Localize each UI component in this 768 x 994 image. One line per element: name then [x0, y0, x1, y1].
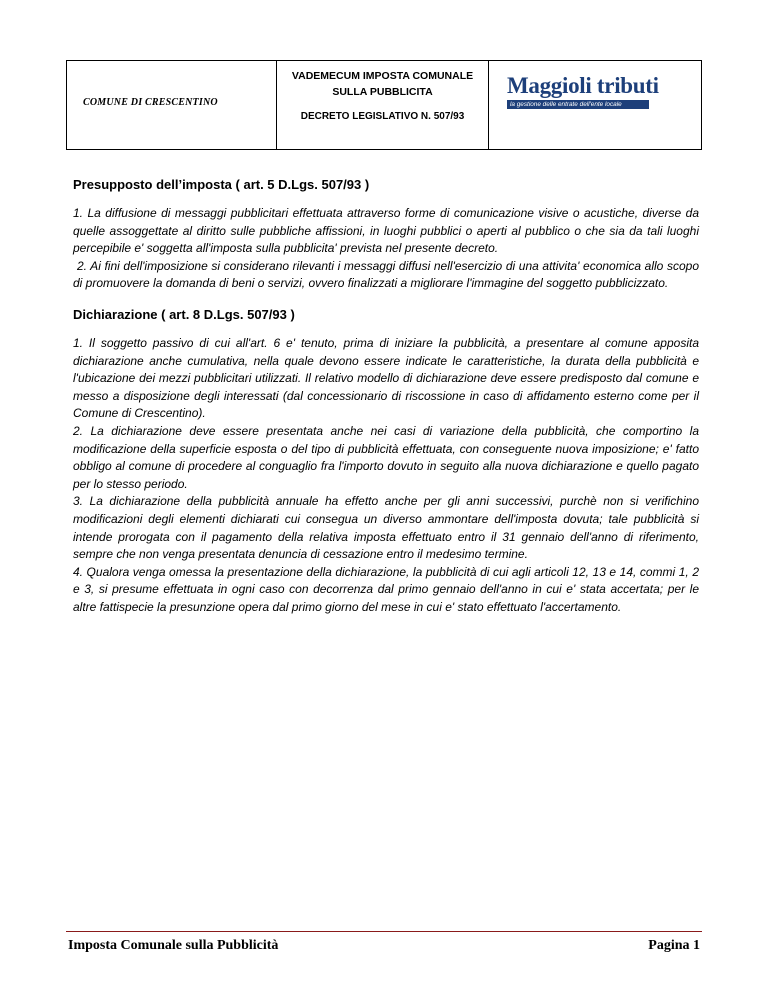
document-body: [73, 174, 699, 616]
decreto-label: DECRETO LEGISLATIVO N. 507/93: [300, 111, 465, 122]
paragraph: 1. La diffusione di messaggi pubblicitari effettuata attraverso forme di comunicazione visive o acustiche, diverse da quelle assoggettate al diritto sulle pubbliche affissioni, in luoghi pubblici o aperti al pubblico o che sia da tali luoghi percepibile e' soggetta all'imposta sulla pubblicita' prevista nel presente decreto.: [73, 206, 699, 256]
header-table: [66, 60, 702, 150]
paragraph: 2. La dichiarazione deve essere presentata anche nei casi di variazione della pubblicità, che comportino la modificazione della superficie esposta o del tipo di pubblicità effettuata, con conseguente nuova imposizione; e' fatto obbligo al comune di procedere al conguaglio fra l'importo dovuto in seguito alla nuova dichiarazione e quello pagato per lo stesso periodo.: [73, 423, 699, 491]
section-title: Dichiarazione ( art. 8 D.Lgs. 507/93 ): [73, 306, 295, 322]
paragraph: 3. La dichiarazione della pubblicità annuale ha effetto anche per gli anni successivi, purchè non si verifichino modificazioni degli elementi dichiarati cui consegua un diverso ammontare dell'imposta dovuta; tale pubblicità si intende prorogata con il pagamento della relativa imposta effettuato entro il 31 gennaio dell'anno di riferimento, sempre che non venga presentata denuncia di cessazione entro il medesimo termine.: [73, 494, 699, 562]
section-title: Presupposto dell’imposta ( art. 5 D.Lgs. 507/93 ): [73, 177, 370, 192]
document-title: VADEMECUM IMPOSTA COMUNALE SULLA PUBBLICITA: [291, 70, 474, 98]
header-cell-logo: [489, 61, 701, 149]
paragraph: 1. Il soggetto passivo di cui all'art. 6 e' tenuto, prima di iniziare la pubblicità, a presentare al comune apposita dichiarazione anche cumulativa, nella quale devono essere indicate le caratteristiche, la durata della pubblicità e l'ubicazione dei mezzi pubblicitari utilizzati. Il relativo modello di dichiarazione deve essere predisposto dal comune e messo a disposizione degli interessati (dal concessionario di riscossione in caso di affidamento esterno come per il Comune di Crescentino).: [73, 335, 699, 421]
header-cell-title: [277, 61, 489, 149]
header-cell-comune: [67, 61, 277, 149]
logo-tagline: la gestione delle entrate dell'ente locale: [507, 100, 649, 109]
paragraph: 2. Ai fini dell'imposizione si considerano rilevanti i messaggi diffusi nell'esercizio di una attivita' economica allo scopo di promuovere la domanda di beni o servizi, ovvero finalizzati a migliorare l'immagine del soggetto pubblicizzato.: [73, 258, 699, 291]
section-dichiarazione: [73, 304, 699, 617]
comune-label: COMUNE DI CRESCENTINO: [83, 97, 218, 108]
page-number: Pagina 1: [648, 938, 700, 953]
maggioli-logo: [507, 73, 659, 109]
logo-name: Maggioli tributi: [507, 73, 659, 98]
section-presupposto: [73, 174, 699, 293]
footer-title: Imposta Comunale sulla Pubblicità: [68, 938, 279, 953]
paragraph: 4. Qualora venga omessa la presentazione della dichiarazione, la pubblicità di cui agli articoli 12, 13 e 14, commi 1, 2 e 3, si presume effettuata in ogni caso con decorrenza dal primo gennaio dell'anno in cui e' stata accertata; per le altre fattispecie la presunzione opera dal primo giorno del mese in cui e' stato effettuato l'accertamento.: [73, 564, 699, 614]
footer-divider: [66, 931, 702, 932]
